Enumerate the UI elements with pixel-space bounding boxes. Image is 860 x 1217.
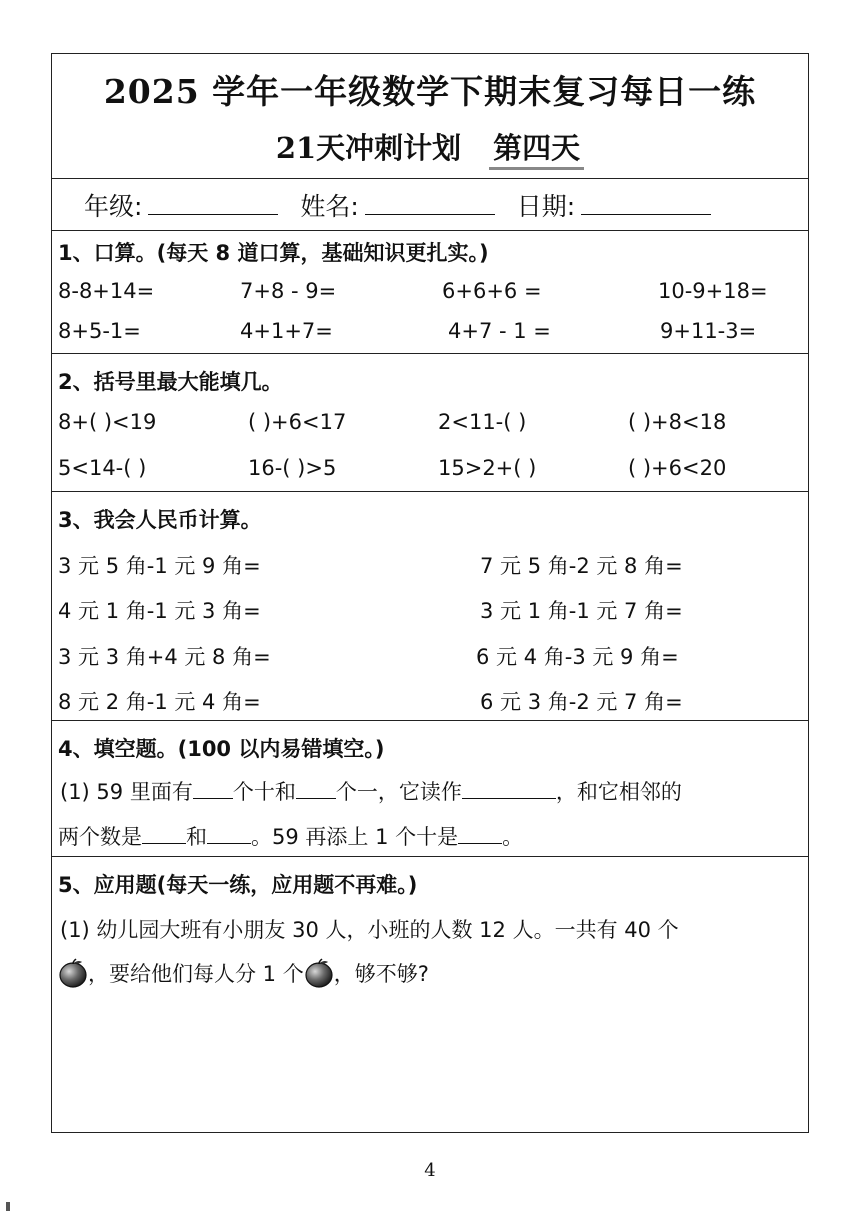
blank-tens[interactable]	[193, 778, 233, 799]
question-item: 16-( )>5	[248, 456, 337, 480]
blank-plus-ten[interactable]	[458, 823, 502, 844]
question-item: ( )+6<20	[628, 456, 727, 480]
grade-label: 年级:	[84, 192, 143, 221]
question-item: 8+( )<19	[58, 410, 157, 434]
page-number: 4	[424, 1160, 436, 1181]
date-label: 日期:	[516, 192, 576, 221]
fill-in-line-1: (1) 59 里面有 个十和 个一，它读作 ，和它相邻的	[60, 780, 682, 804]
day-badge: 第四天	[489, 126, 584, 170]
student-info-row	[84, 187, 725, 223]
question-item: 10-9+18=	[658, 279, 768, 303]
question-item: 15>2+( )	[438, 456, 537, 480]
blank-neighbor-2[interactable]	[207, 823, 251, 844]
blank-ones[interactable]	[296, 778, 336, 799]
blank-neighbor-1[interactable]	[142, 823, 186, 844]
section-heading: 4、填空题。(100 以内易错填空。)	[58, 737, 385, 761]
section-heading: 1、口算。(每天 8 道口算，基础知识更扎实。)	[58, 241, 489, 265]
question-item: 3 元 5 角-1 元 9 角=	[58, 554, 261, 578]
section-fill-in	[52, 721, 808, 857]
page-subtitle	[52, 126, 808, 170]
question-item: 7+8 - 9=	[240, 279, 337, 303]
section-mental-math	[52, 231, 808, 354]
name-label: 姓名:	[300, 192, 359, 221]
question-item: 7 元 5 角-2 元 8 角=	[480, 554, 683, 578]
word-problem-line-1: (1) 幼儿园大班有小朋友 30 人，小班的人数 12 人。一共有 40 个	[60, 918, 679, 942]
blank-read-as[interactable]	[462, 778, 556, 799]
question-item: 4+1+7=	[240, 319, 333, 343]
question-item: 8+5-1=	[58, 319, 141, 343]
question-item: 6 元 3 角-2 元 7 角=	[480, 690, 683, 714]
title-section	[52, 54, 808, 179]
apple-icon	[58, 958, 88, 988]
worksheet	[51, 53, 809, 1133]
question-item: ( )+8<18	[628, 410, 727, 434]
name-field[interactable]	[365, 192, 495, 215]
question-item: 6+6+6 =	[442, 279, 542, 303]
question-item: 8-8+14=	[58, 279, 155, 303]
question-item: 4+7 - 1 =	[448, 319, 551, 343]
plan-label: 21天冲刺计划	[275, 131, 462, 165]
question-item: 8 元 2 角-1 元 4 角=	[58, 690, 261, 714]
question-item: 5<14-( )	[58, 456, 147, 480]
question-item: 6 元 4 角-3 元 9 角=	[476, 645, 679, 669]
section-heading: 3、我会人民币计算。	[58, 508, 262, 532]
question-item: 4 元 1 角-1 元 3 角=	[58, 599, 261, 623]
section-brackets	[52, 354, 808, 492]
section-heading: 5、应用题(每天一练，应用题不再难。)	[58, 873, 418, 897]
question-item: 3 元 1 角-1 元 7 角=	[480, 599, 683, 623]
student-info-section	[52, 179, 808, 231]
scan-mark	[6, 1202, 10, 1211]
page-title: 2025 学年一年级数学下期末复习每日一练	[103, 72, 757, 111]
word-problem-line-2: ，要给他们每人分 1 个 ，够不够?	[58, 958, 429, 988]
date-field[interactable]	[581, 192, 711, 215]
section-heading: 2、括号里最大能填几。	[58, 370, 283, 394]
apple-icon	[304, 958, 334, 988]
question-item: ( )+6<17	[248, 410, 347, 434]
section-word-problem	[52, 857, 808, 1132]
fill-in-line-2: 两个数是 和 。59 再添上 1 个十是 。	[58, 825, 524, 849]
section-currency	[52, 492, 808, 721]
question-item: 2<11-( )	[438, 410, 527, 434]
grade-field[interactable]	[148, 192, 278, 215]
question-item: 3 元 3 角+4 元 8 角=	[58, 645, 271, 669]
question-item: 9+11-3=	[660, 319, 757, 343]
